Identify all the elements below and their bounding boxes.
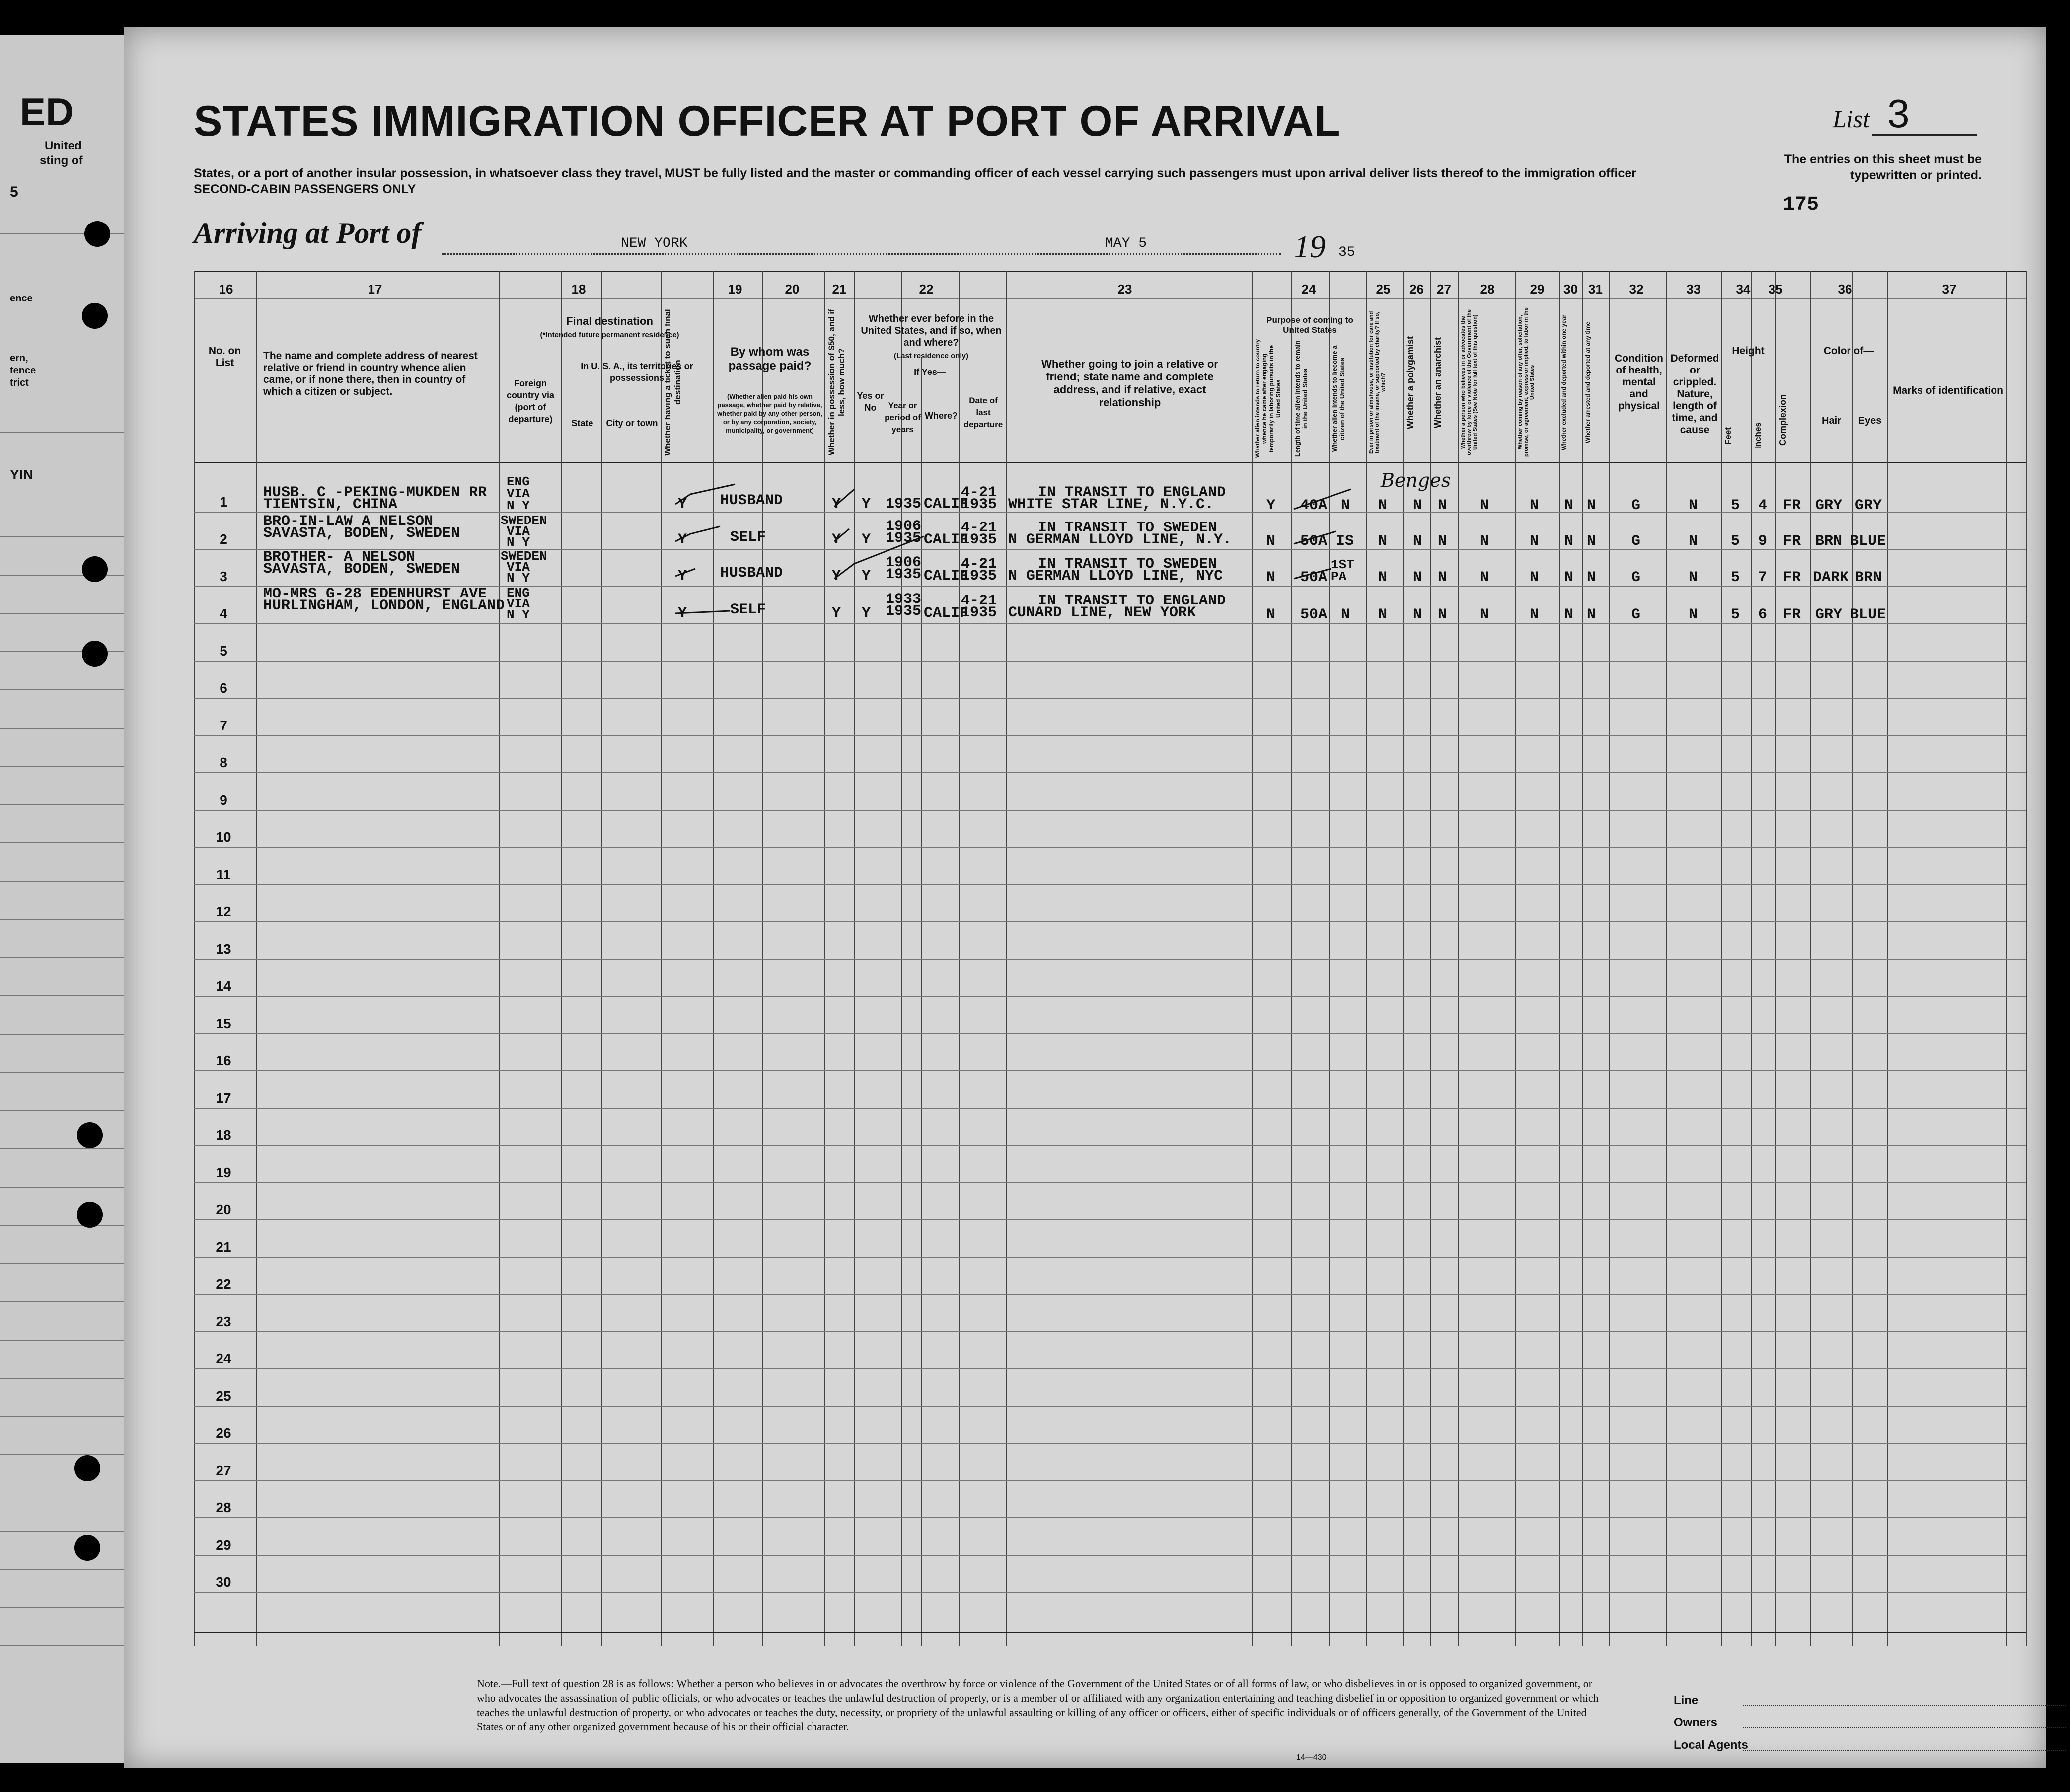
cell-join: N GERMAN LLOYD LINE, N.Y.: [1008, 531, 1232, 548]
column-number: 19: [728, 282, 742, 297]
header-final-destination: Final destination: [566, 315, 653, 327]
left-fragment: YIN: [10, 467, 33, 482]
header-anarchist: Whether an anarchist: [1433, 337, 1443, 428]
column-number: 24: [1301, 282, 1316, 297]
header-q30: Whether excluded and deported within one year: [1560, 314, 1567, 450]
cell-q28: N: [1480, 569, 1489, 586]
left-fragment: 5: [10, 184, 18, 200]
header-join-relative: Whether going to join a relative or friend; state name and complete address, and if relative, exact relationship: [1041, 358, 1218, 409]
cell-q31: N: [1587, 569, 1596, 586]
column-number: 18: [571, 282, 586, 297]
cell-hair: DARK: [1813, 569, 1849, 586]
cell-p3: 1ST PA: [1331, 557, 1354, 584]
cell-before: Y: [862, 531, 871, 548]
cell-before: Y: [862, 568, 871, 585]
cell-via: N Y: [507, 571, 530, 586]
year-suffix: 35: [1338, 245, 1355, 260]
column-number: 28: [1480, 282, 1495, 297]
header-where: Where?: [924, 411, 958, 421]
column-number: 32: [1629, 282, 1644, 297]
cell-via: VIA: [507, 597, 530, 611]
cell-p2: 50A: [1300, 533, 1328, 550]
cell-eyes: GRY: [1855, 497, 1882, 514]
header-inches: Inches: [1753, 422, 1763, 449]
manifest-sheet: [124, 27, 2046, 1768]
cell-money: Y: [832, 531, 841, 548]
cell-q29: N: [1530, 497, 1539, 514]
sheet-number: 175: [1783, 194, 1819, 216]
cell-health: G: [1631, 569, 1641, 586]
cell-join: IN TRANSIT TO ENGLAND: [1038, 484, 1226, 501]
list-underline: [1872, 134, 1977, 136]
header-feet: Feet: [1723, 427, 1733, 445]
header-passage-paid: By whom was passage paid?: [728, 345, 812, 373]
cell-inches: 7: [1758, 569, 1768, 586]
cell-feet: 5: [1731, 497, 1740, 514]
page-subtitle: [194, 165, 1833, 197]
row-number: 14: [216, 978, 231, 994]
form-number: 14—430: [1296, 1753, 1327, 1762]
header-q28: Whether a person who believes in or advocates the overthrow by force or violence of the Government of the United States (See Note for full text of this question): [1460, 309, 1478, 455]
cell-paid-by: SELF: [730, 529, 766, 546]
header-q31: Whether arrested and deported at any time: [1584, 321, 1591, 444]
row-number: 27: [216, 1463, 231, 1478]
row-number: 22: [216, 1276, 231, 1292]
cell-where: CALIF: [924, 496, 969, 513]
left-fragment: United: [45, 139, 82, 152]
cell-complexion: FR: [1783, 606, 1801, 623]
cell-inches: 6: [1758, 606, 1768, 623]
column-number: 33: [1686, 282, 1701, 297]
list-label: List: [1833, 105, 1870, 133]
cell-feet: 5: [1731, 533, 1740, 550]
column-number: 35: [1768, 282, 1783, 297]
column-number: 26: [1409, 282, 1424, 297]
header-q29: Whether coming by reason of any offer, solicitation, promise, or agreement, express or implied, to labor in the United States: [1517, 307, 1535, 457]
row-number: 16: [216, 1053, 231, 1068]
cell-join: WHITE STAR LINE, N.Y.C.: [1008, 496, 1214, 513]
cell-q29: N: [1530, 569, 1539, 586]
check-marks: [194, 271, 2026, 648]
cell-join: IN TRANSIT TO ENGLAND: [1038, 593, 1226, 609]
header-state: State: [571, 418, 593, 428]
cell-p2: 50A: [1300, 569, 1328, 586]
arriving-label: Arriving at Port of: [194, 217, 422, 249]
cell-polygamist: N: [1413, 533, 1422, 550]
header-possession-50: Whether in possession of $50, and if less, how much?: [827, 309, 846, 456]
row-number: 6: [220, 680, 227, 696]
header-final-destination-note: (*Intended future permanent residence): [540, 331, 679, 339]
header-purpose-length: Length of time alien intends to remain in the United States: [1294, 340, 1309, 457]
cell-departure: 1935: [961, 531, 997, 548]
cell-ticket: Y: [678, 605, 687, 622]
cell-q31: N: [1587, 606, 1596, 623]
row-number: 18: [216, 1127, 231, 1143]
cell-inches: 4: [1758, 497, 1768, 514]
row-number: 17: [216, 1090, 231, 1106]
row-number: 12: [216, 904, 231, 919]
row-number: 24: [216, 1351, 231, 1366]
header-prison: Ever in prison or almshouse, or institution for care and treatment of the insane, or supported by charity? If so, which?: [1368, 311, 1386, 454]
header-foreign-country: Foreign country via (port of departure): [506, 378, 555, 424]
cell-prison: N: [1378, 497, 1388, 514]
cell-deformed: N: [1689, 569, 1698, 586]
header-color-of: Color of—: [1823, 345, 1874, 357]
cell-via: VIA: [507, 524, 530, 539]
year-prefix: 19: [1294, 229, 1326, 264]
row-number: 1: [220, 494, 227, 510]
row-number: 5: [220, 643, 227, 659]
cell-anarchist: N: [1438, 569, 1447, 586]
binder-hole: [77, 1202, 103, 1228]
cell-join: CUNARD LINE, NEW YORK: [1008, 604, 1196, 621]
row-number: 2: [220, 531, 227, 547]
header-health: Condition of health, mental and physical: [1615, 353, 1663, 412]
binder-hole: [82, 556, 108, 582]
cell-health: G: [1631, 497, 1641, 514]
binder-hole: [77, 1122, 103, 1148]
column-number: 25: [1376, 282, 1391, 297]
question-28-note: Note.—Full text of question 28 is as follows: Whether a person who believes in or advocates the overthrow by force or violence of the Government of the United States or of all forms of law, or who disbelieves in or is opposed to organized government, or who advocates the assassination of public officials, or who advocates or teaches the unlawful destruction of property, or is a member of or affiliated with any organization entertaining and teaching disbelief in or opposition to organized government or which teaches the unlawful destruction of property, or who advocates or teaches the duty, necessity, or propriety of the unlawful assaulting or killing of any officer or officers, either of specific individuals or of officers generally, of the Government of the United States or of any other organized government because of his or their official character.: [477, 1677, 1599, 1733]
cell-deformed: N: [1689, 497, 1698, 514]
list-number: 3: [1887, 91, 1910, 136]
cell-where: CALIF: [924, 568, 969, 585]
cell-eyes: BLUE: [1850, 533, 1886, 550]
header-purpose-citizen: Whether alien intends to become a citizen of the United States: [1331, 345, 1346, 452]
cell-via: ENG: [507, 474, 530, 489]
cell-address: SAVASTA, BODEN, SWEDEN: [263, 525, 460, 542]
header-ticket: Whether having a ticket to such final destination: [663, 309, 682, 456]
row-number: 26: [216, 1425, 231, 1441]
cell-polygamist: N: [1413, 497, 1422, 514]
row-number: 8: [220, 755, 227, 770]
cell-address: MO-MRS G-28 EDENHURST AVE: [263, 586, 487, 602]
cell-paid-by: HUSBAND: [720, 565, 783, 582]
header-nearest-relative: The name and complete address of nearest relative or friend in country whence alien came, or if none there, then in country of which a citizen or subject.: [263, 350, 478, 397]
row-number: 19: [216, 1165, 231, 1180]
header-last-residence: (Last residence only): [893, 352, 969, 360]
header-before-in-us: Whether ever before in the United States, and if so, when and where?: [861, 313, 1002, 348]
header-year-period: Year or period of years: [885, 401, 921, 434]
cell-p1: Y: [1266, 497, 1276, 514]
header-marks: Marks of identification: [1893, 385, 2003, 396]
cell-ticket: Y: [678, 496, 687, 513]
cell-departure: 1935: [961, 496, 997, 513]
cell-years: 1933 1935: [886, 591, 922, 620]
cell-q28: N: [1480, 533, 1489, 550]
cell-p3: N: [1341, 497, 1350, 514]
subtitle-line: SECOND-CABIN PASSENGERS ONLY: [194, 182, 416, 196]
cell-health: G: [1631, 606, 1641, 623]
row-number: 11: [216, 867, 231, 882]
binder-hole: [84, 221, 110, 247]
row-number: 7: [220, 718, 227, 733]
column-number: 30: [1563, 282, 1578, 297]
row-number: 9: [220, 792, 227, 808]
cell-hair: GRY: [1815, 606, 1843, 623]
column-number: 36: [1838, 282, 1852, 297]
cell-q31: N: [1587, 533, 1596, 550]
cell-address: SAVASTA, BODEN, SWEDEN: [263, 561, 460, 578]
owners-label: Owners: [1674, 1716, 1718, 1729]
cell-via: VIA: [507, 560, 530, 575]
cell-departure: 1935: [961, 568, 997, 585]
cell-money: Y: [832, 605, 841, 622]
cell-join: N GERMAN LLOYD LINE, NYC: [1008, 568, 1223, 585]
cell-via: SWEDEN: [501, 513, 547, 528]
cell-complexion: FR: [1783, 533, 1801, 550]
cell-departure: 4-21: [961, 484, 997, 501]
cell-departure: 4-21: [961, 520, 997, 536]
header-hair: Hair: [1822, 415, 1841, 426]
row-number: 3: [220, 569, 227, 584]
left-fragment: ern,: [10, 353, 28, 364]
binder-hole: [74, 1535, 100, 1561]
column-number: 20: [785, 282, 800, 297]
cell-address: BRO-IN-LAW A NELSON: [263, 513, 434, 530]
cell-complexion: FR: [1783, 569, 1801, 586]
row-number: 30: [216, 1574, 231, 1590]
cell-years: 1906 1935: [886, 554, 922, 583]
local-agents-label: Local Agents: [1674, 1738, 1748, 1752]
port-of-arrival: NEW YORK: [621, 236, 688, 251]
cell-address: BROTHER- A NELSON: [263, 549, 416, 566]
column-number: 17: [368, 282, 382, 297]
cell-join: IN TRANSIT TO SWEDEN: [1038, 520, 1217, 536]
header-polygamist: Whether a polygamist: [1405, 336, 1415, 429]
cell-before: Y: [862, 496, 871, 513]
column-number: 37: [1942, 282, 1957, 297]
cell-departure: 1935: [961, 604, 997, 621]
cell-deformed: N: [1689, 606, 1698, 623]
row-number: 25: [216, 1388, 231, 1404]
row-number: 15: [216, 1016, 231, 1031]
header-purpose-return: Whether alien intends to return to country whence he came after engaging temporarily in laboring pursuits in the United States: [1254, 339, 1282, 458]
column-number: 22: [919, 282, 934, 297]
header-city: City or town: [606, 418, 658, 428]
cell-p3: IS: [1336, 533, 1354, 550]
cell-anarchist: N: [1438, 497, 1447, 514]
cell-via: VIA: [507, 486, 530, 501]
column-number: 23: [1117, 282, 1132, 297]
cell-address: HUSB. C -PEKING-MUKDEN RR: [263, 484, 487, 501]
cell-deformed: N: [1689, 533, 1698, 550]
cell-via: N Y: [507, 535, 530, 550]
cell-years: 1906 1935: [886, 518, 922, 547]
header-deformed: Deformed or crippled. Nature, length of time, and cause: [1670, 353, 1719, 436]
left-fragment: ED: [20, 90, 74, 134]
cell-hair: GRY: [1815, 497, 1843, 514]
cell-prison: N: [1378, 569, 1388, 586]
binder-hole: [74, 1455, 100, 1481]
cell-prison: N: [1378, 533, 1388, 550]
cell-polygamist: N: [1413, 606, 1422, 623]
page-title: STATES IMMIGRATION OFFICER AT PORT OF ARRIVAL: [194, 97, 1341, 145]
cell-q29: N: [1530, 606, 1539, 623]
cell-p1: N: [1266, 533, 1276, 550]
header-yes-no: Yes or No: [857, 391, 884, 413]
row-number: 20: [216, 1202, 231, 1217]
column-number: 21: [832, 282, 847, 297]
cell-where: CALIF: [924, 605, 969, 622]
cell-q30: N: [1564, 569, 1574, 586]
subtitle-line: States, or a port of another insular possession, in whatsoever class they travel, MUST be fully listed and the master or commanding officer of each vessel carrying such passengers must upon arrival deliver lists thereof to the immigration officer: [194, 166, 1636, 180]
cell-departure: 4-21: [961, 556, 997, 573]
cell-eyes: BLUE: [1850, 606, 1886, 623]
cell-via: N Y: [507, 607, 530, 622]
cell-paid-by: HUSBAND: [720, 492, 783, 509]
cell-ticket: Y: [678, 568, 687, 585]
cell-via: ENG: [507, 586, 530, 600]
cell-via: SWEDEN: [501, 549, 547, 564]
cell-via: N Y: [507, 498, 530, 513]
header-in-usa: In U. S. A., its territories or possessions: [581, 361, 693, 383]
cell-prison: N: [1378, 606, 1388, 623]
line-label: Line: [1674, 1694, 1699, 1707]
cell-q31: N: [1587, 497, 1596, 514]
cell-eyes: BRN: [1855, 569, 1882, 586]
cell-q29: N: [1530, 533, 1539, 550]
cell-departure: 4-21: [961, 593, 997, 609]
cell-p1: N: [1266, 569, 1276, 586]
cell-years: 1935: [886, 496, 922, 513]
cell-polygamist: N: [1413, 569, 1422, 586]
cell-anarchist: N: [1438, 606, 1447, 623]
left-fragment: sting of: [40, 154, 83, 167]
cell-money: Y: [832, 568, 841, 585]
cell-hair: BRN: [1815, 533, 1843, 550]
header-date-departure: Date of last departure: [963, 396, 1003, 429]
cell-p3: N: [1341, 606, 1350, 623]
column-number: 27: [1437, 282, 1451, 297]
manifest-table: [194, 271, 2026, 1646]
row-number: 23: [216, 1314, 231, 1329]
row-number: 10: [216, 829, 231, 845]
cell-address: HURLINGHAM, LONDON, ENGLAND: [263, 597, 505, 614]
header-eyes: Eyes: [1858, 415, 1882, 426]
binder-hole: [82, 303, 108, 329]
left-fragment: trict: [10, 377, 29, 388]
column-number: 29: [1530, 282, 1545, 297]
cell-feet: 5: [1731, 569, 1740, 586]
cell-paid-by: SELF: [730, 601, 766, 618]
entries-note: The entries on this sheet must be typewritten or printed.: [1784, 152, 1982, 182]
cell-q30: N: [1564, 606, 1574, 623]
column-number: 16: [219, 282, 233, 297]
handwritten-annotation: Benges: [1381, 469, 1451, 491]
cell-before: Y: [862, 605, 871, 622]
column-number: 31: [1588, 282, 1603, 297]
cell-q28: N: [1480, 497, 1489, 514]
row-number: 21: [216, 1239, 231, 1255]
row-number: 4: [220, 606, 227, 621]
cell-inches: 9: [1758, 533, 1768, 550]
left-fragment: tence: [10, 365, 36, 376]
header-purpose: Purpose of coming to United States: [1266, 315, 1353, 335]
header-no-on-list: No. on List: [208, 345, 241, 369]
cell-q28: N: [1480, 606, 1489, 623]
cell-where: CALIF: [924, 531, 969, 548]
cell-p2: 40A: [1300, 497, 1328, 514]
column-number: 34: [1736, 282, 1751, 297]
header-passage-note: (Whether alien paid his own passage, whether paid by relative, whether paid by any other person, or by any corporation, society, municipality, or government): [717, 393, 822, 434]
row-number: 13: [216, 941, 231, 957]
cell-money: Y: [832, 496, 841, 513]
cell-join: IN TRANSIT TO SWEDEN: [1038, 556, 1217, 573]
arrival-date: MAY 5: [1105, 236, 1147, 251]
cell-anarchist: N: [1438, 533, 1447, 550]
header-height: Height: [1732, 345, 1765, 357]
header-complexion: Complexion: [1778, 394, 1788, 446]
cell-feet: 5: [1731, 606, 1740, 623]
cell-ticket: Y: [678, 531, 687, 548]
row-number: 28: [216, 1500, 231, 1515]
cell-p2: 50A: [1300, 606, 1328, 623]
cell-q30: N: [1564, 533, 1574, 550]
cell-health: G: [1631, 533, 1641, 550]
left-fragment: ence: [10, 293, 33, 304]
row-number: 29: [216, 1537, 231, 1553]
cell-q30: N: [1564, 497, 1574, 514]
header-if-yes: If Yes—: [914, 367, 946, 377]
cell-complexion: FR: [1783, 497, 1801, 514]
adjacent-page-strip: [0, 35, 124, 1763]
cell-address: TIENTSIN, CHINA: [263, 496, 398, 513]
binder-hole: [82, 641, 108, 667]
cell-p1: N: [1266, 606, 1276, 623]
